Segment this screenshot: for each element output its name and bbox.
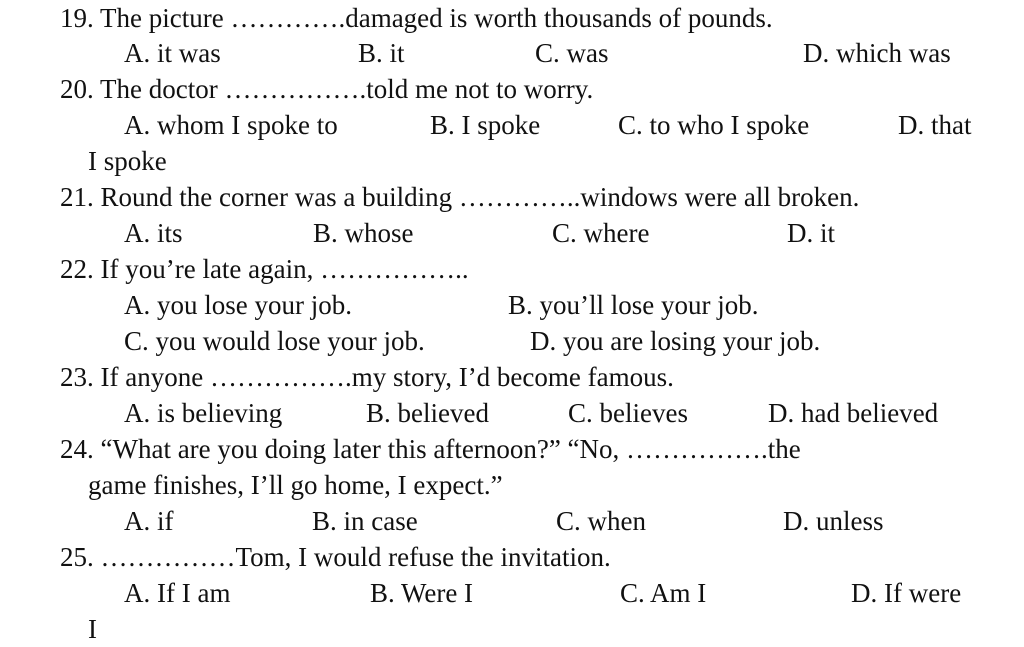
option-d: D. If were: [851, 578, 962, 608]
option-c: C. you would lose your job.: [124, 326, 425, 356]
question-stem: 21. Round the corner was a building …………..windows were all broken.: [60, 182, 860, 212]
question-23: [0, 359, 1024, 395]
question-19: [0, 0, 1024, 36]
option-d: D. you are losing your job.: [530, 326, 821, 356]
option-d: D. had believed: [768, 398, 939, 428]
option-c: C. where: [552, 218, 650, 248]
option-b: B. I spoke: [430, 110, 541, 140]
option-a: A. If I am: [124, 578, 231, 608]
option-c: C. Am I: [620, 578, 707, 608]
option-b: B. whose: [313, 218, 414, 248]
question-stem: 22. If you’re late again, ……………..: [60, 254, 469, 284]
option-d: D. unless: [783, 506, 884, 536]
option-c: C. believes: [568, 398, 688, 428]
option-a: A. you lose your job.: [124, 290, 352, 320]
question-20: [0, 71, 1024, 107]
question-21-options: [0, 215, 1024, 251]
option-d-continuation: I: [88, 614, 97, 644]
question-stem: 23. If anyone …………….my story, I’d become famous.: [60, 362, 674, 392]
question-24-stem-continuation: [0, 467, 1024, 503]
option-a: A. its: [124, 218, 183, 248]
option-c: C. was: [535, 38, 609, 68]
question-23-options: [0, 395, 1024, 431]
question-20-options-continuation: [0, 143, 1024, 179]
question-stem: 25. ……………Tom, I would refuse the invitation.: [60, 542, 611, 572]
question-stem: 24. “What are you doing later this afternoon?” “No, …………….the: [60, 434, 801, 464]
question-22-options-row2: [0, 323, 1024, 359]
option-b: B. it: [358, 38, 405, 68]
option-d: D. it: [787, 218, 836, 248]
question-22: [0, 251, 1024, 287]
option-a: A. if: [124, 506, 174, 536]
question-stem: 20. The doctor …………….told me not to worry.: [60, 74, 594, 104]
question-stem: 19. The picture ………….damaged is worth thousands of pounds.: [60, 3, 773, 33]
question-24-options: [0, 503, 1024, 539]
option-d: D. that: [898, 110, 972, 140]
option-b: B. believed: [366, 398, 489, 428]
option-b: B. Were I: [370, 578, 474, 608]
option-a: A. whom I spoke to: [124, 110, 338, 140]
option-c: C. when: [556, 506, 646, 536]
question-22-options-row1: [0, 287, 1024, 323]
option-a: A. it was: [124, 38, 221, 68]
option-a: A. is believing: [124, 398, 283, 428]
question-25-options: [0, 575, 1024, 611]
question-24: [0, 431, 1024, 467]
question-19-options: [0, 35, 1024, 71]
option-d: D. which was: [803, 38, 951, 68]
question-25: [0, 539, 1024, 575]
question-20-options: [0, 107, 1024, 143]
question-stem-continuation: game finishes, I’ll go home, I expect.”: [88, 470, 503, 500]
question-21: [0, 179, 1024, 215]
option-d-continuation: I spoke: [88, 146, 167, 176]
option-b: B. you’ll lose your job.: [508, 290, 759, 320]
option-c: C. to who I spoke: [618, 110, 810, 140]
option-b: B. in case: [312, 506, 418, 536]
